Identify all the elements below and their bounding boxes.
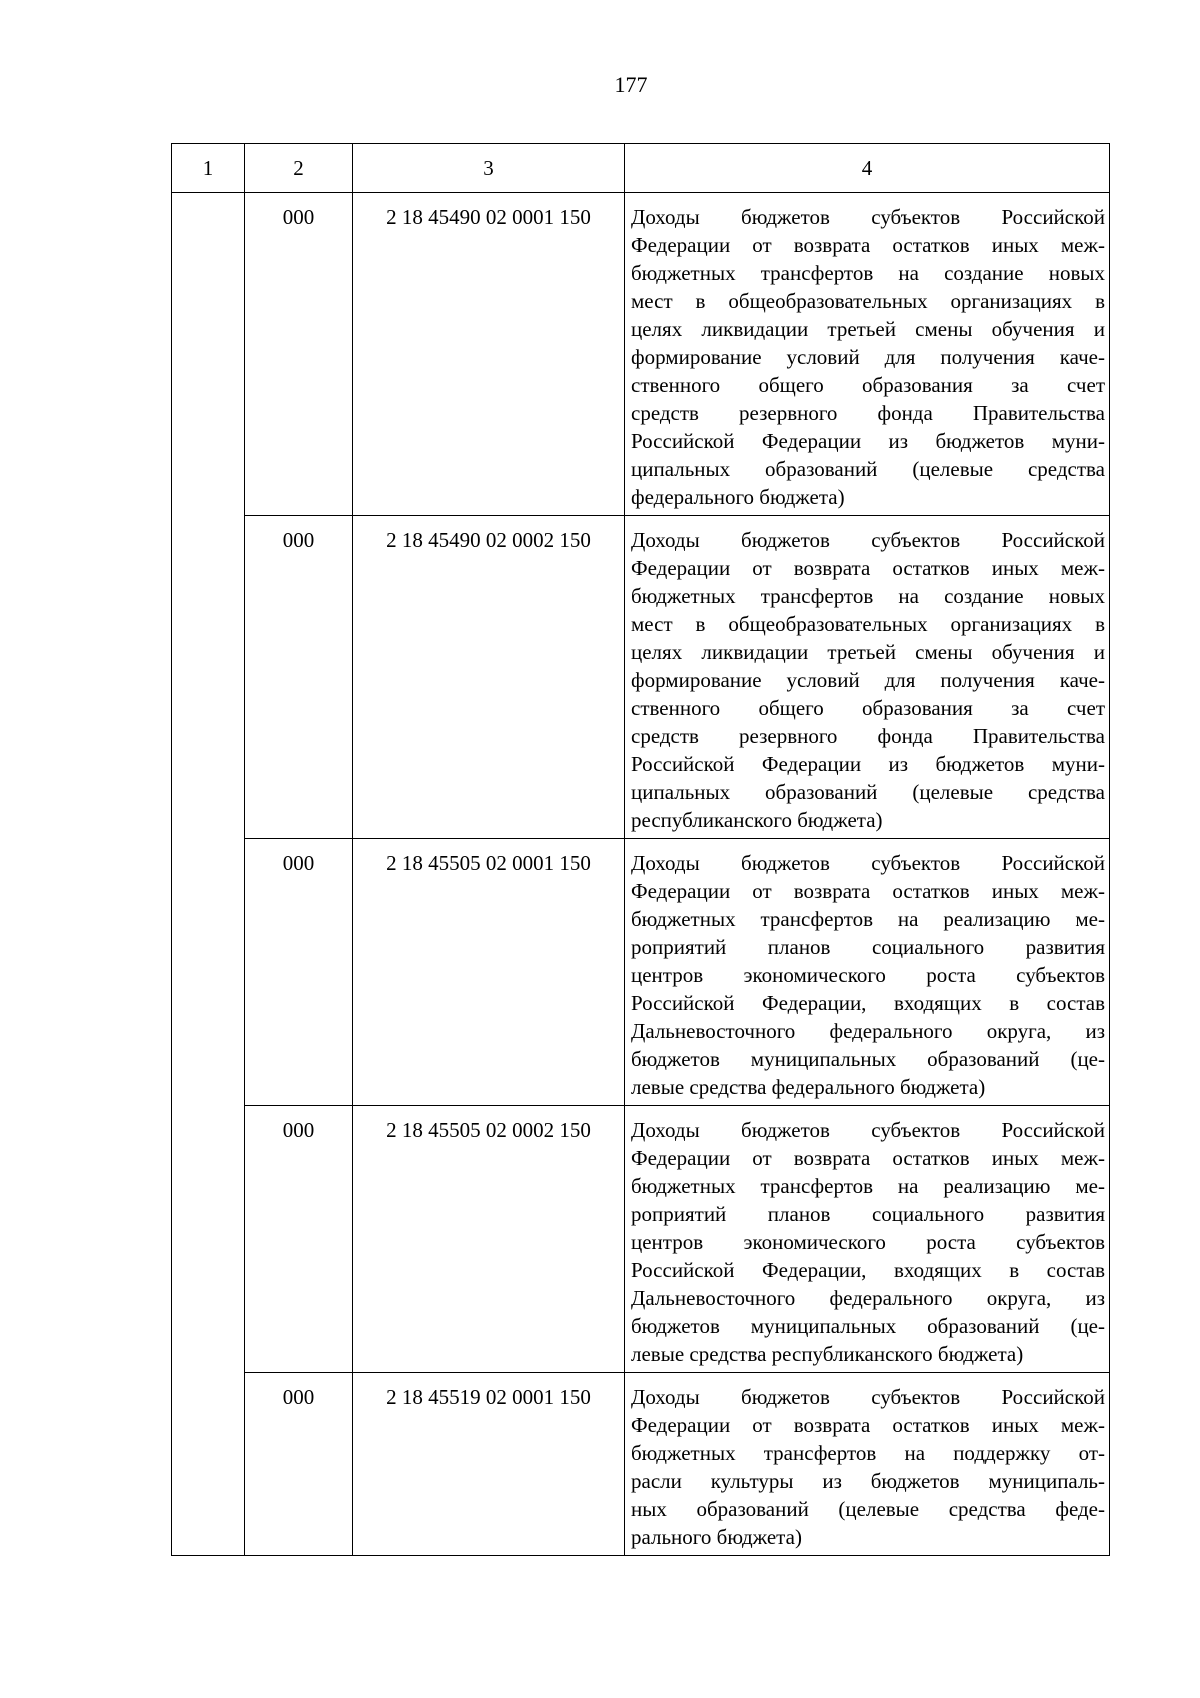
- cell-empty: [172, 839, 245, 1106]
- description-line: формирование условий для получения каче-: [631, 668, 1105, 692]
- table-row: [172, 516, 1110, 839]
- header-col-2: 2: [245, 144, 353, 193]
- table-header-row: [172, 144, 1110, 193]
- description-line: ственного общего образования за счет: [631, 696, 1105, 720]
- description-line: средств резервного фонда Правительства: [631, 401, 1105, 425]
- cell-kbk-code: 2 18 45490 02 0001 150: [353, 193, 625, 516]
- cell-description: [625, 193, 1110, 516]
- cell-kbk-code: 2 18 45505 02 0001 150: [353, 839, 625, 1106]
- description-line: расли культуры из бюджетов муниципаль-: [631, 1469, 1105, 1493]
- description-line: роприятий планов социального развития: [631, 935, 1105, 959]
- description-line: бюджетов муниципальных образований (це-: [631, 1314, 1105, 1338]
- cell-admin-code: 000: [245, 193, 353, 516]
- cell-description: [625, 839, 1110, 1106]
- header-col-4: 4: [625, 144, 1110, 193]
- description-line: Федерации от возврата остатков иных меж-: [631, 1413, 1105, 1437]
- description-line: бюджетных трансфертов на создание новых: [631, 261, 1105, 285]
- header-col-3: 3: [353, 144, 625, 193]
- description-line: целях ликвидации третьей смены обучения и: [631, 317, 1105, 341]
- description-line: средств резервного фонда Правительства: [631, 724, 1105, 748]
- description-line: левые средства республиканского бюджета): [631, 1342, 1024, 1366]
- description-line: Федерации от возврата остатков иных меж-: [631, 879, 1105, 903]
- cell-empty: [172, 516, 245, 839]
- cell-description: [625, 1373, 1110, 1556]
- cell-admin-code: 000: [245, 516, 353, 839]
- description-line: ципальных образований (целевые средства: [631, 780, 1105, 804]
- page-number: 177: [614, 72, 648, 97]
- table-row: [172, 193, 1110, 516]
- description-line: Доходы бюджетов субъектов Российской: [631, 1385, 1105, 1409]
- cell-empty: [172, 1373, 245, 1556]
- cell-empty: [172, 1106, 245, 1373]
- description-line: мест в общеобразовательных организациях в: [631, 289, 1105, 313]
- description-line: ных образований (целевые средства феде-: [631, 1497, 1105, 1521]
- description-line: Дальневосточного федерального округа, из: [631, 1286, 1105, 1310]
- description-line: Доходы бюджетов субъектов Российской: [631, 528, 1105, 552]
- cell-admin-code: 000: [245, 1106, 353, 1373]
- description-line: Федерации от возврата остатков иных меж-: [631, 1146, 1105, 1170]
- description-line: целях ликвидации третьей смены обучения и: [631, 640, 1105, 664]
- description-line: бюджетных трансфертов на поддержку от-: [631, 1441, 1105, 1465]
- description-line: ственного общего образования за счет: [631, 373, 1105, 397]
- description-line: рального бюджета): [631, 1525, 802, 1549]
- description-line: Доходы бюджетов субъектов Российской: [631, 1118, 1105, 1142]
- description-line: бюджетных трансфертов на создание новых: [631, 584, 1105, 608]
- description-line: Федерации от возврата остатков иных меж-: [631, 556, 1105, 580]
- cell-admin-code: 000: [245, 839, 353, 1106]
- description-line: центров экономического роста субъектов: [631, 1230, 1105, 1254]
- table-row: [172, 839, 1110, 1106]
- description-line: левые средства федерального бюджета): [631, 1075, 986, 1099]
- description-line: федерального бюджета): [631, 485, 845, 509]
- cell-empty: [172, 193, 245, 516]
- cell-admin-code: 000: [245, 1373, 353, 1556]
- description-line: бюджетных трансфертов на реализацию ме-: [631, 907, 1105, 931]
- cell-kbk-code: 2 18 45505 02 0002 150: [353, 1106, 625, 1373]
- description-line: республиканского бюджета): [631, 808, 883, 832]
- description-line: Федерации от возврата остатков иных меж-: [631, 233, 1105, 257]
- cell-kbk-code: 2 18 45519 02 0001 150: [353, 1373, 625, 1556]
- description-line: Российской Федерации, входящих в состав: [631, 991, 1105, 1015]
- table-row: [172, 1373, 1110, 1556]
- description-line: Российской Федерации из бюджетов муни-: [631, 752, 1105, 776]
- description-line: Российской Федерации из бюджетов муни-: [631, 429, 1105, 453]
- description-line: центров экономического роста субъектов: [631, 963, 1105, 987]
- header-col-1: 1: [172, 144, 245, 193]
- description-line: Доходы бюджетов субъектов Российской: [631, 205, 1105, 229]
- description-line: Доходы бюджетов субъектов Российской: [631, 851, 1105, 875]
- budget-classification-table: [171, 143, 1110, 1556]
- description-line: бюджетных трансфертов на реализацию ме-: [631, 1174, 1105, 1198]
- description-line: Российской Федерации, входящих в состав: [631, 1258, 1105, 1282]
- description-line: роприятий планов социального развития: [631, 1202, 1105, 1226]
- description-line: ципальных образований (целевые средства: [631, 457, 1105, 481]
- description-line: мест в общеобразовательных организациях в: [631, 612, 1105, 636]
- cell-description: [625, 1106, 1110, 1373]
- description-line: формирование условий для получения каче-: [631, 345, 1105, 369]
- description-line: бюджетов муниципальных образований (це-: [631, 1047, 1105, 1071]
- description-line: Дальневосточного федерального округа, из: [631, 1019, 1105, 1043]
- table-body: [172, 193, 1110, 1556]
- table-row: [172, 1106, 1110, 1373]
- cell-kbk-code: 2 18 45490 02 0002 150: [353, 516, 625, 839]
- cell-description: [625, 516, 1110, 839]
